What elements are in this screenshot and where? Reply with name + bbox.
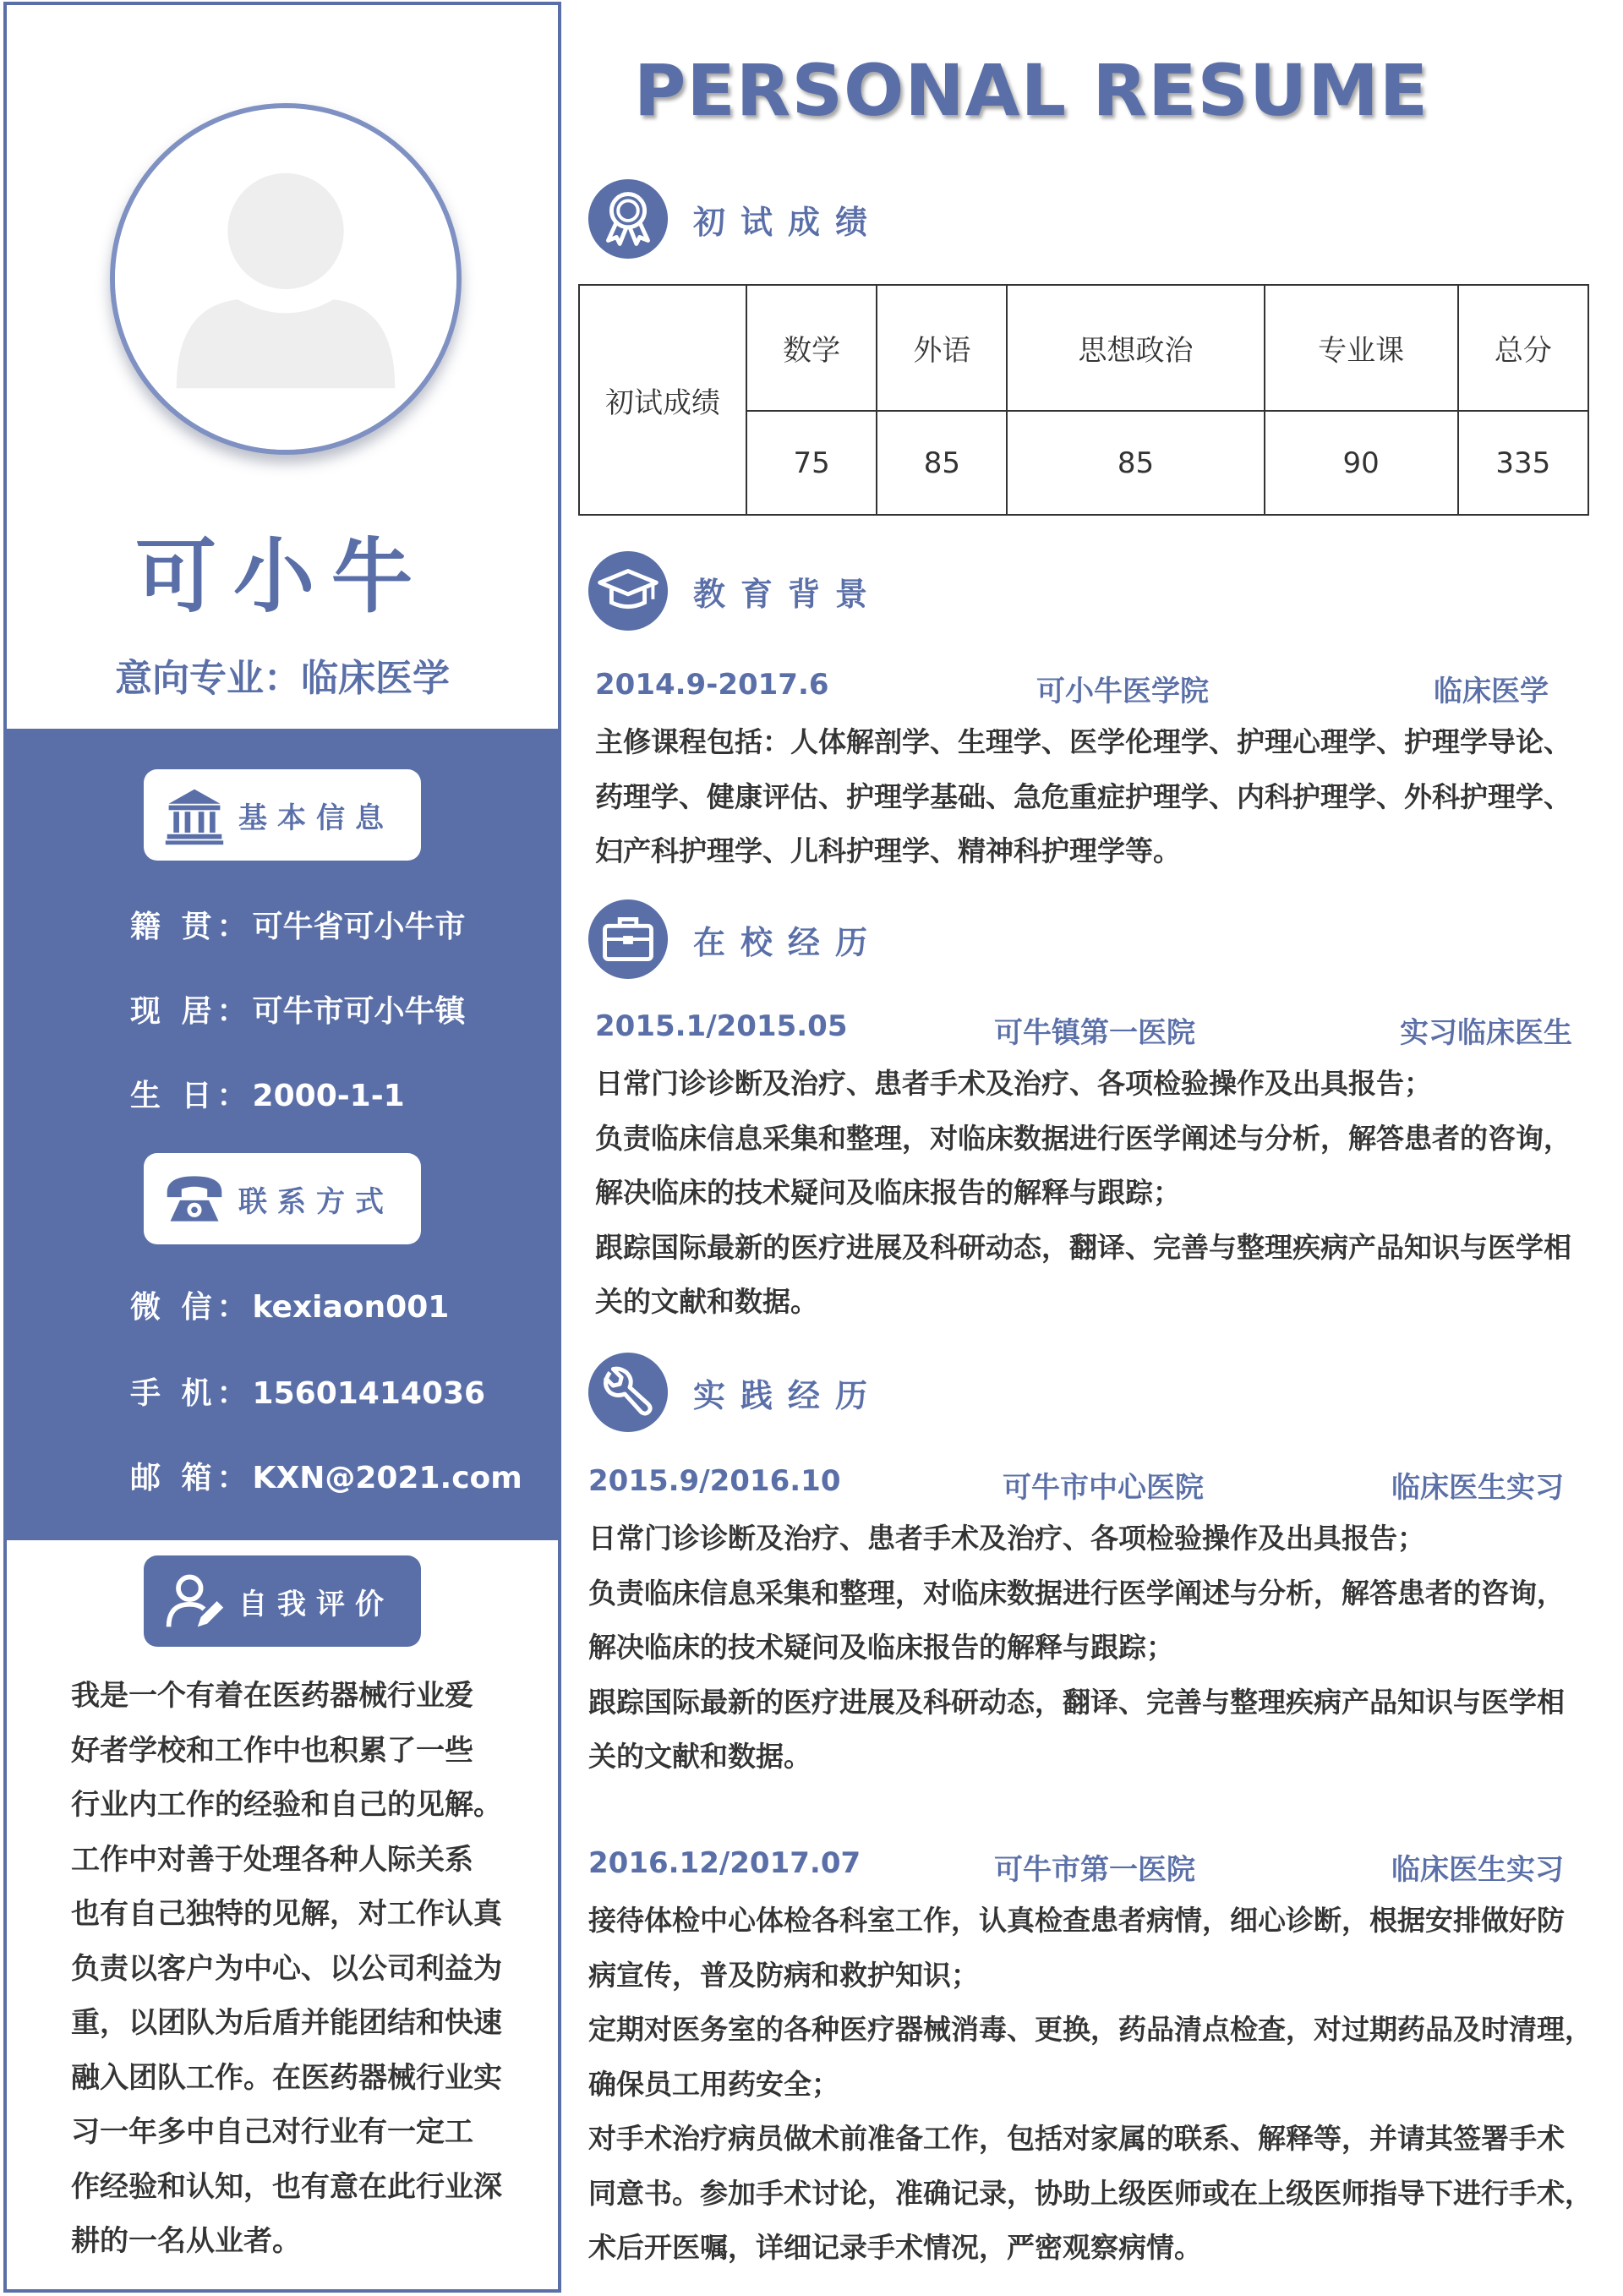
subject-header: 专业课: [1265, 285, 1458, 411]
score-cell: 85: [1007, 411, 1264, 515]
practice-1-details: 日常门诊诊断及治疗、患者手术及治疗、各项检验操作及出具报告； 负责临床信息采集和整理，对临床数据进行医学阐述与分析，解答患者的咨询， 解决临床的技术疑问及临床报告的解释与跟踪； 跟踪国际最新的医疗进展及科研动态，翻译、完善与整理疾病产品知识与医学相 关的文献和数据。: [588, 1522, 1565, 1773]
scores-row-header: 初试成绩: [579, 285, 746, 515]
practice-1-org: 可牛市中心医院: [1003, 1471, 1204, 1505]
scores-section-title: 初试成绩: [693, 203, 883, 241]
education-section-title: 教育背景: [693, 575, 883, 613]
practice-1-date: 2015.9/2016.10: [588, 1464, 841, 1498]
basic-info-title: 基本信息: [238, 801, 394, 835]
table-row: [579, 285, 1588, 411]
education-courses: 主修课程包括：人体解剖学、生理学、医学伦理学、护理心理学、护理学导论、 药理学、健康评估、护理学基础、急危重症护理学、内科护理学、外科护理学、 妇产科护理学、儿科护理学、精神科护理学等。: [595, 725, 1571, 867]
score-cell: 335: [1458, 411, 1588, 515]
practice-2-details: 接待体检中心体检各科室工作，认真检查患者病情，细心诊断，根据安排做好防 病宣传，普及防病和救护知识； 定期对医务室的各种医疗器械消毒、更换，药品清点检查，对过期药品及时清理， 确保员工用药安全； 对手术治疗病员做术前准备工作，包括对家属的联系、解释等，并请其签署手术 同意书。参加手术讨论，准确记录，协助上级医师或在上级医师指导下进行手术， 术后开医嘱，详细记录手术情况，严密观察病情。: [588, 1904, 1593, 2264]
wrench-icon: [587, 1351, 669, 1434]
subject-header: 思想政治: [1007, 285, 1264, 411]
graduation-cap-icon: [587, 549, 669, 632]
sidebar: [3, 2, 561, 2293]
self-eval-title: 自我评价: [238, 1587, 394, 1621]
briefcase-icon: [587, 898, 669, 981]
subject-header: 总分: [1458, 285, 1588, 411]
info-row-birthday: 生 日：2000-1-1: [130, 1079, 405, 1113]
practice-2-date: 2016.12/2017.07: [588, 1846, 861, 1880]
candidate-name: 可小牛: [135, 529, 429, 624]
campus-role: 实习临床医生: [1400, 1016, 1572, 1050]
info-row-hometown: 籍 贯：可牛省可小牛市: [130, 910, 466, 944]
campus-org: 可牛镇第一医院: [994, 1016, 1195, 1050]
self-eval-heading: [144, 1555, 421, 1647]
education-section-heading: [587, 549, 883, 632]
campus-section-title: 在校经历: [693, 923, 883, 961]
score-cell: 75: [746, 411, 877, 515]
campus-section-heading: [587, 898, 883, 981]
telephone-icon: [162, 1167, 227, 1231]
contact-title: 联系方式: [238, 1184, 394, 1219]
user-edit-icon: [162, 1569, 227, 1633]
award-ribbon-icon: [587, 178, 669, 260]
education-major: 临床医学: [1434, 675, 1549, 708]
education-date: 2014.9-2017.6: [595, 668, 829, 702]
practice-2-org: 可牛市第一医院: [994, 1853, 1195, 1887]
subject-header: 外语: [877, 285, 1007, 411]
campus-details: 日常门诊诊断及治疗、患者手术及治疗、各项检验操作及出具报告； 负责临床信息采集和整理，对临床数据进行医学阐述与分析，解答患者的咨询， 解决临床的技术疑问及临床报告的解释与跟踪； 跟踪国际最新的医疗进展及科研动态，翻译、完善与整理疾病产品知识与医学相 关的文献和数据。: [595, 1067, 1571, 1318]
info-row-wechat: 微 信：kexiaon001: [130, 1290, 450, 1325]
intended-major: 意向专业：临床医学: [115, 657, 450, 700]
scores-section-heading: [587, 178, 883, 260]
practice-2-role: 临床医生实习: [1391, 1853, 1564, 1887]
basic-info-heading: [144, 769, 421, 861]
score-cell: 85: [877, 411, 1007, 515]
avatar-placeholder-icon: [115, 108, 456, 450]
subject-header: 数学: [746, 285, 877, 411]
bank-icon: [162, 783, 227, 847]
info-row-email: 邮 箱：KXN@2021.com: [130, 1461, 522, 1495]
info-row-phone: 手 机：15601414036: [130, 1376, 486, 1411]
score-cell: 90: [1265, 411, 1458, 515]
campus-date: 2015.1/2015.05: [595, 1009, 848, 1043]
scores-table: [578, 284, 1589, 516]
self-eval-text: 我是一个有着在医药器械行业爱 好者学校和工作中也积累了一些 行业内工作的经验和自己的见解。 工作中对善于处理各种人际关系 也有自己独特的见解，对工作认真 负责以客户为中心、以公司利益为 重，以团队为后盾并能团结和快速 融入团队工作。在医药器械行业实 习一年多中自己对行业有一定工 作经验和认知，也有意在此行业深 耕的一名从业者。: [71, 1679, 502, 2258]
education-school: 可小牛医学院: [1036, 675, 1209, 708]
page-title: PERSONAL RESUME: [633, 49, 1429, 132]
practice-section-heading: [587, 1351, 883, 1434]
practice-1-role: 临床医生实习: [1391, 1471, 1564, 1505]
profile-photo: [110, 103, 462, 455]
practice-section-title: 实践经历: [693, 1376, 883, 1414]
contact-heading: [144, 1153, 421, 1244]
info-row-residence: 现 居：可牛市可小牛镇: [130, 994, 466, 1029]
